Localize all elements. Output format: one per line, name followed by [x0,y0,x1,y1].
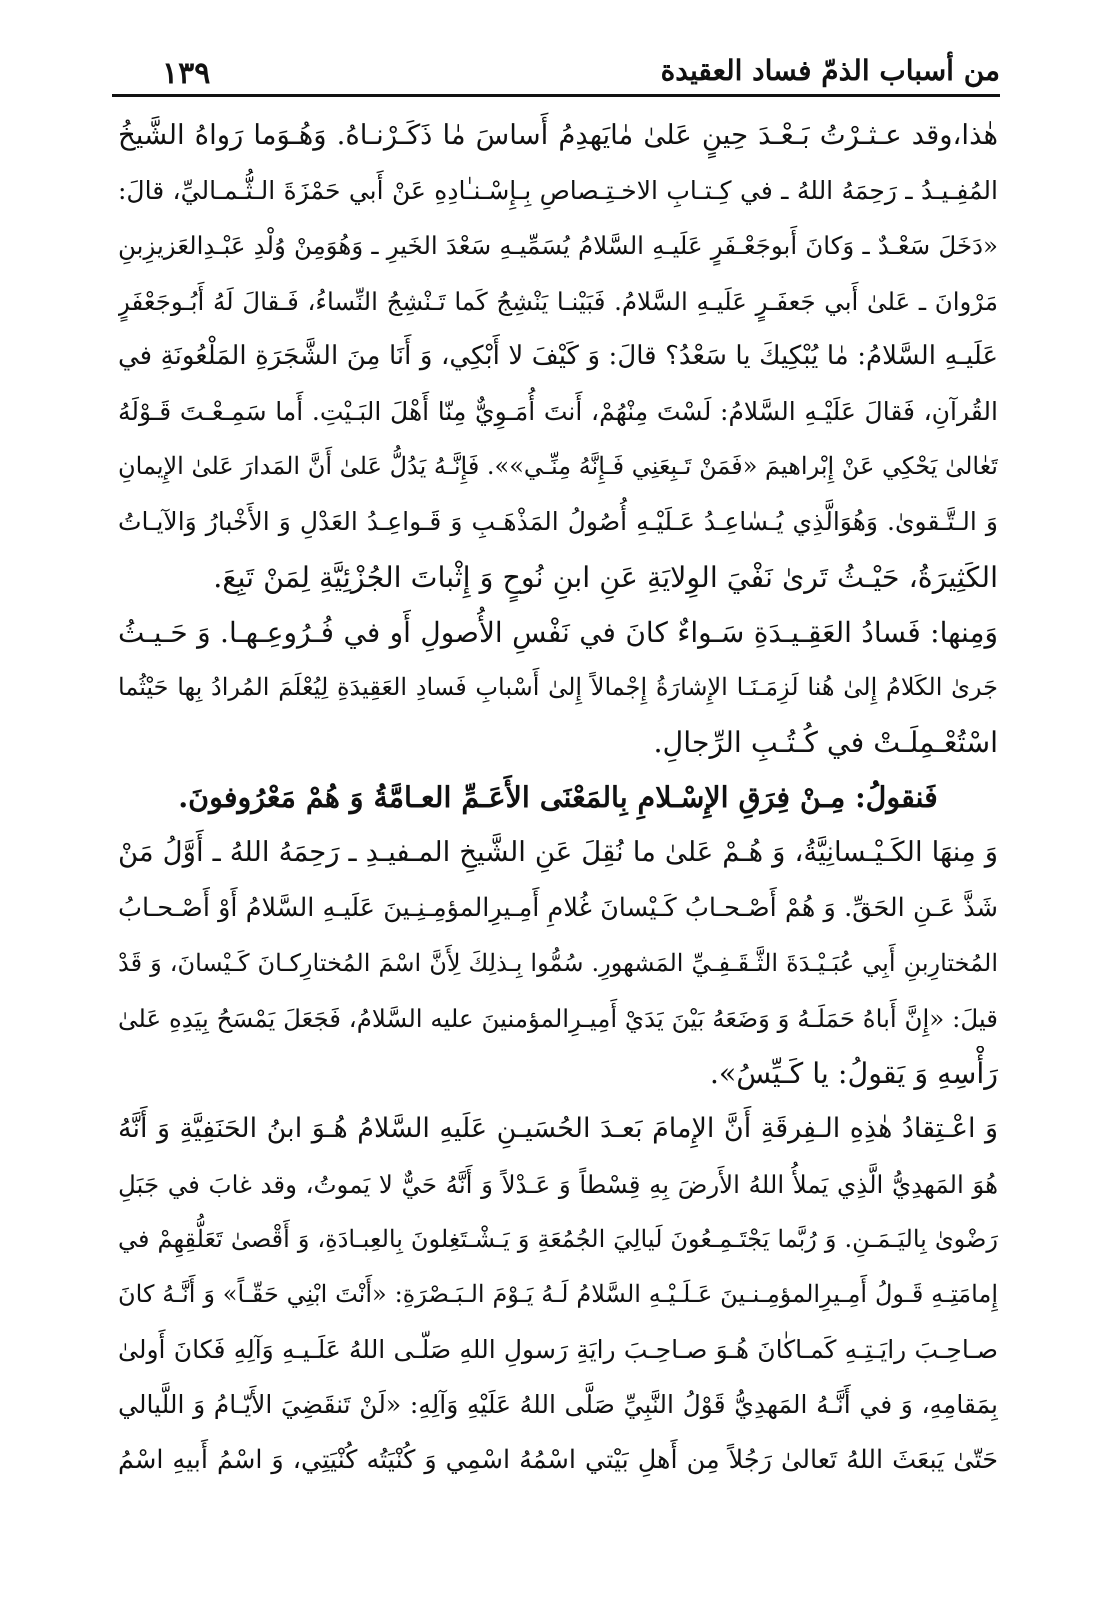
text-line: حَتّىٰ يَبعَثَ اللهُ تَعالىٰ رَجُلاً مِن أَهلِ بَيْتي اسْمُهُ اسْمِي وَ كُنْيَتُه كُنْيَتِي، وَ اسْمُ أَبيهِ اسْمُ [118,1444,998,1475]
header-rule [112,94,1000,97]
text-line: «دَخَلَ سَعْـدٌ ـ وَكانَ أَبوجَعْـفَرٍ عَلَيـهِ السَّلامُ يُسَمِّيـهِ سَعْدَ الخَيرِ ـ وَهُوَمِنْ وُلْدِ عَبْـدِالعَزيزِبنِ [118,231,998,261]
text-line: صـاحِـبَ رايَـتِـهِ كَمـاكٰانَ هُـوَ صـاحِـبَ رايَةِ رَسولِ اللهِ صَلّـى اللهُ عَلَـيـهِ وَآلِهِ فَكانَ أَولىٰ [118,1335,998,1365]
text-line: وَ اعْـتِقادُ هٰذِهِ الـفِرقَةِ أَنَّ الإِمامَ بَعـدَ الحُسَيـنِ عَلَيهِ السَّلامُ هُـوَ ابنُ الحَنَفِيَّةِ وَ أَنَّهُ [118,1113,998,1145]
text-line: مَرْوانَ ـ عَلىٰ أَبي جَعفَـرٍ عَلَيـهِ السَّلامُ. فَبَيْنـا يَنْشِجُ كَما تَـنْشِجُ النِّساءُ، فَـقالَ لَهُ أَبُـوجَعْفَرٍ [118,286,998,316]
text-line: هٰذا،وقد عـثـرْتُ بَـعْـدَ حِينٍ عَلىٰ مٰايَهدِمُ أَساسَ مٰا ذَكَـرْنـاهُ. وَهُـوَما رَواهُ الشَّيخُ [118,119,998,151]
text-line: قيلَ: «إِنَّ أَباهُ حَمَلَـهُ وَ وَضَعَهُ بَيْنَ يَدَيْ أَمِيـرِالمؤمنينَ عليه السَّلامُ، فَجَعَلَ يَمْسَحُ بِيَدِهِ عَلىٰ [118,1004,998,1033]
section-heading-line: فَنقولُ: مِـنْ فِرَقِ الإِسْـلامِ بِالمَعْنَى الأَعَـمِّ العـامَّةُ وَ هُمْ مَعْرُوفونَ. [178,780,938,815]
text-line: اسْتُعْـمِلَـتْ في كُـتُـبِ الرِّجالِ. [653,726,998,760]
text-line: تَعٰالىٰ يَحْكِي عَنْ إِبْراهيمَ «فَمَنْ تَـبِعَنِي فَـإِنَّهُ مِنِّـي»». فَإِنَّـهُ يَدُلُّ عَلىٰ أَنَّ المَدارَ عَلىٰ الإِيمانِ [118,452,998,481]
text-line: وَ مِنهَا الكَـيْـسانِيَّةُ، وَ هُـمْ عَلىٰ ما نُقِلَ عَنِ الشَّيخِ المـفيـدِ ـ رَحِمَهُ اللهُ ـ أَوَّلُ مَنْ [118,836,998,869]
text-line: الكَثِيرَةُ، حَيْـثُ تَرىٰ نَفْيَ الوِلايَةِ عَنِ ابنِ نُوحٍ وَ إِثْباتَ الجُزْئِيَّةِ لِمَنْ تَبِعَ. [213,560,998,594]
text-line: جَرىٰ الكَلامُ إِلىٰ هُنا لَزِمَـنَـا الإِشارَةُ إِجْمالاً إِلىٰ أَسْبابِ فَسادِ العَقِيدَةِ لِيُعْلَمَ المُرادُ بِها حَيْثُما [118,672,998,701]
text-line: إِمامَتِـهِ قَـولُ أَمِـيرِالمؤمِـنـينَ عَـلَـيْـهِ السَّلامُ لَـهُ يَـوْمَ الـبَـصْرَةِ: «أَنْتَ ابْنِي حَقّـاً» وَ أَنَّـهُ كانَ [118,1279,998,1308]
text-line: بِمَقامِهِ، وَ في أَنَّـهُ المَهدِيُّ قَوْلُ النَّبِيِّ صَلَّى اللهُ عَلَيْهِ وَآلِهِ: «لَنْ تَنقَضِيَ الأَيّـامُ وَ اللَّيالي [118,1390,998,1420]
text-line: هُوَ المَهدِيُّ الَّذِي يَملأُ اللهُ الأَرضَ بِهِ قِسْطاً وَ عَـدْلاً وَ أَنَّهُ حَيٌّ لا يَموتُ، وقد غابَ في جَبَلِ [118,1169,998,1199]
text-line: القُرآنِ، فَقالَ عَلَيْـهِ السَّلامُ: لَسْتَ مِنْهُمْ، أَنتَ أُمَـوِيٌّ مِنّا أَهْلَ البَـيْتِ. أَما سَمِـعْـتَ قَـوْلَهُ [118,396,998,426]
page-number: ١٣٩ [162,56,211,91]
text-line: رَأْسِهِ وَ يَقولُ: يا كَـيِّسُ». [709,1057,998,1091]
text-line: رَضْوىٰ بِاليَـمَـنِ. وَ رُبَّما يَجْتَـمِـعُونَ لَيالِيَ الجُمُعَةِ وَ يَـشْـتَغِلونَ بِالعِبـادَةِ، وَ أَقْصىٰ تَعَلُّقِهِمْ في [118,1224,998,1253]
text-line: شَذَّ عَـنِ الحَقِّ. وَ هُمْ أَصْـحـابُ كَـيْسانَ غُلامِ أَمِـيرِالمؤمِـنِـينَ عَلَيـهِ السَّلامُ أَوْ أَصْـحـابُ [118,892,998,923]
body-text [118,108,998,1488]
running-title: من أسباب الذمّ فساد العقيدة [660,54,1000,87]
text-line: عَلَيـهِ السَّلامُ: مٰا يُبْكِيكَ يا سَعْدُ؟ قالَ: وَ كَيْفَ لا أَبْكِي، وَ أَنَا مِنَ الشَّجَرَةِ المَلْعُونَةِ في [118,340,998,371]
text-line: المُفِـيـدُ ـ رَحِمَهُ اللهُ ـ في كِـتـابِ الاخـتِـصاصِ بِـإِسْـنـٰادِهِ عَنْ أَبي حَمْزَةَ الـثُّـمـاليِّ، قالَ: [118,176,998,206]
text-line: وَمِنها: فَسادُ العَقِـيـدَةِ سَـواءٌ كانَ في نَفْسِ الأُصولِ أَو في فُـرُوعِـهـا. وَ حَـيـثُ [118,615,998,649]
text-line: وَ الـتَّـقوىٰ. وَهُوَالَّذِي يُـسٰاعِـدُ عَـلَيْـهِ أُصُولُ المَذْهَـبِ وَ قَـواعِـدُ العَدْلِ وَ الأَخْبارُ وَالآيـاتُ [118,507,998,537]
text-line: المُختارِبنِ أَبِي عُبَـيْـدَةَ الثَّـقَـفِـيِّ المَشهورِ. سُمُّوا بِـذلِكَ لِأَنَّ اسْمَ المُختارِكـانَ كَـيْسانَ، وَ قَدْ [118,948,998,977]
page-header [112,52,1000,92]
